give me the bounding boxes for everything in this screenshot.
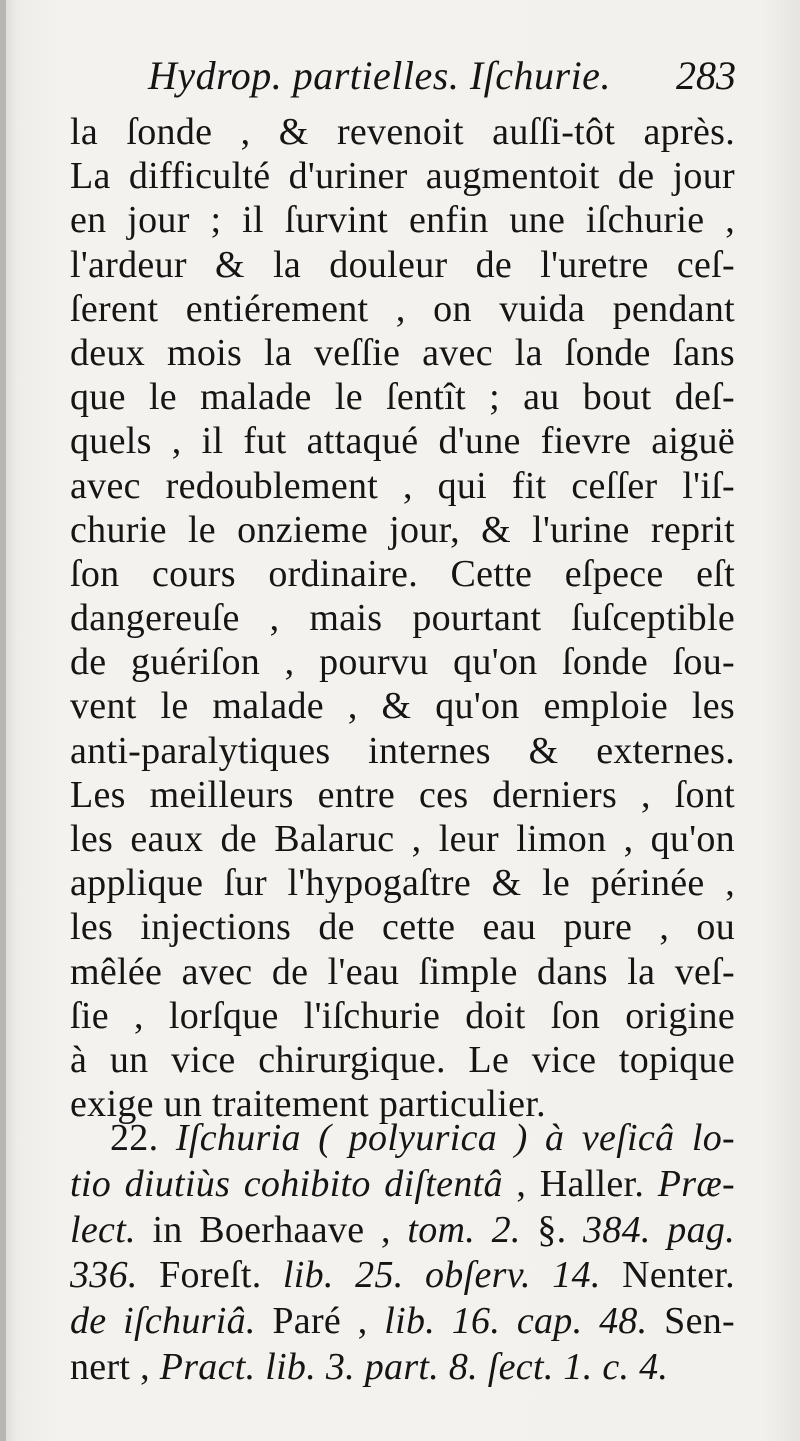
note-text-segment: in Boerhaave , [135,1208,408,1251]
text-line: churie le onzieme jour, & l'urine reprit [70,508,735,551]
note-line [70,1299,735,1345]
text-line: quels , il fut attaqué d'une fievre aiguë [70,420,735,463]
note-text-segment: , Haller. [502,1162,658,1205]
text-line: à un vice chirurgique. Le vice topique [70,1038,735,1081]
note-italic-segment: de iſchuriâ. [70,1300,256,1343]
note-italic-segment: 336. [70,1254,138,1297]
text-line: en jour ; il ſurvint enfin une iſchurie , [70,199,735,242]
text-line: ſerent entiérement , on vuida pendant [70,287,735,330]
note-italic-segment: Iſchuria ( polyurica ) à veſicâ lo- [175,1117,736,1159]
note-text-segment: Nenter. [600,1254,735,1297]
note-line [70,1345,735,1391]
running-title: Hydrop. partielles. Iſchurie. [148,53,611,98]
text-line: deux mois la veſſie avec la ſonde ſans [70,331,735,374]
text-line: les eaux de Balaruc , leur limon , qu'on [70,818,735,860]
page-gutter-edge [0,0,6,1441]
note-text-segment: Sen- [647,1300,736,1343]
text-line: la ſonde , & revenoit auſſi-tôt après. [70,111,735,153]
note-italic-segment: Pract. lib. 3. part. 8. ſect. 1. c. 4. [159,1345,669,1388]
text-line: l'ardeur & la douleur de l'uretre ceſ- [70,243,735,286]
note-line [70,1116,735,1162]
note-italic-segment: tom. 2. [407,1208,521,1251]
note-text-segment: nert , [70,1345,160,1388]
note-text-segment: 22. [110,1117,176,1159]
text-line: ſon cours ordinaire. Cette eſpece eſt [70,552,735,595]
note-line [70,1208,735,1254]
page-number: 283 [676,53,736,98]
text-line: applique ſur l'hypogaſtre & le périnée , [70,862,735,905]
note-italic-segment: lect. [70,1208,136,1251]
page-header [68,52,736,108]
note-italic-segment: Præ- [657,1162,735,1205]
text-line: dangereuſe , mais pourtant ſuſceptible [70,597,735,640]
note-italic-segment: 384. pag. [583,1208,736,1251]
note-line [70,1162,735,1208]
note-text-segment: §. [520,1208,584,1251]
text-line: vent le malade , & qu'on emploie les [70,685,735,728]
text-line: mêlée avec de l'eau ſimple dans la veſ- [70,950,735,993]
note-text-segment: Foreſt. [137,1254,283,1297]
footnote-paragraph [70,1116,735,1391]
text-line: Les meilleurs entre ces derniers , ſont [70,773,735,816]
main-paragraph [70,110,735,1126]
text-line: La difficulté d'uriner augmentoit de jour [70,155,735,198]
note-italic-segment: tio diutiùs cohibito diſtentâ [70,1162,503,1205]
text-line: ſie , lorſque l'iſchurie doit ſon origine [70,994,735,1037]
note-italic-segment: lib. 16. cap. 48. [384,1300,648,1343]
text-line: les injections de cette eau pure , ou [70,906,735,949]
text-line: exige un traitement particulier. [70,1083,546,1126]
note-line [70,1253,735,1299]
note-text-segment: Paré , [255,1300,385,1343]
text-line: avec redoublement , qui fit ceſſer l'iſ- [70,464,735,507]
note-italic-segment: lib. 25. obſerv. 14. [282,1254,601,1297]
text-line: que le malade le ſentît ; au bout deſ- [70,376,735,419]
text-line: anti-paralytiques internes & externes. [70,729,735,772]
text-line: de guériſon , pourvu qu'on ſonde ſou- [70,641,735,684]
